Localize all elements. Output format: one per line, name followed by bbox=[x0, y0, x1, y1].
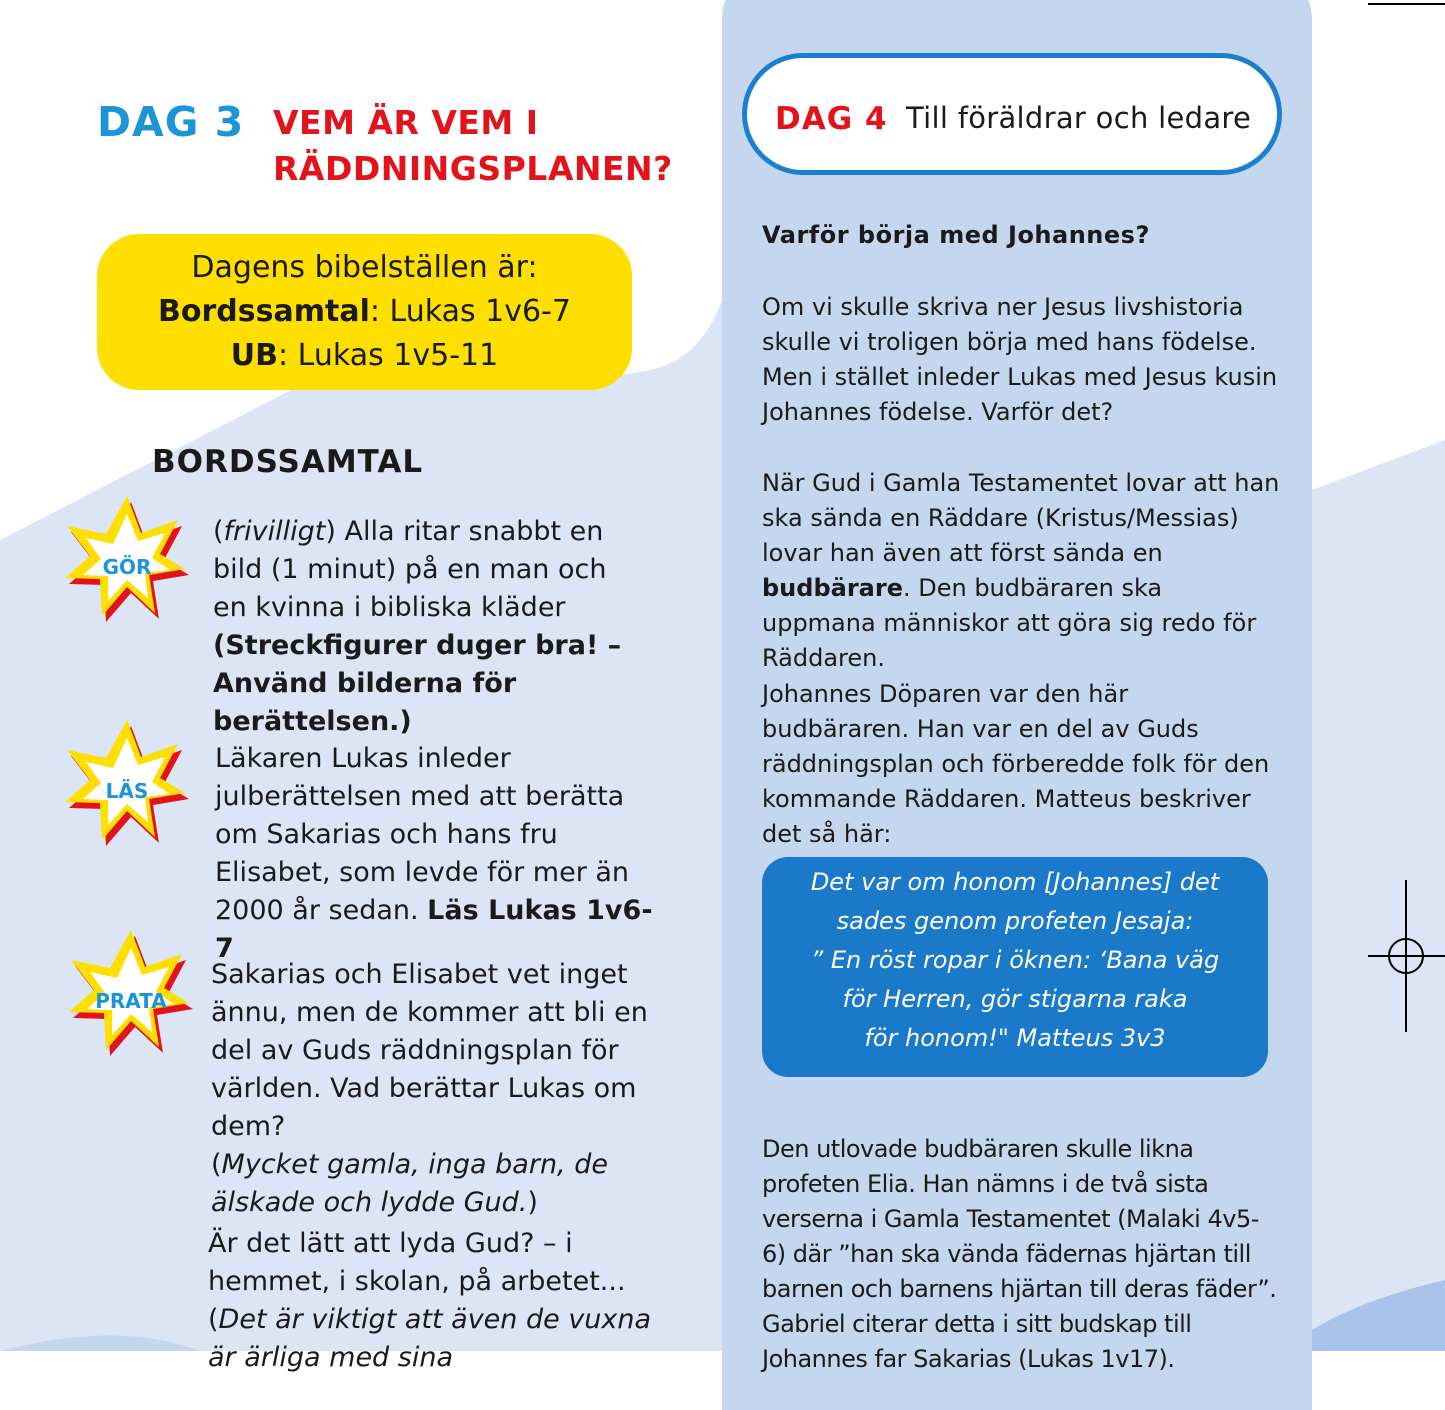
prata-badge bbox=[56, 926, 206, 1076]
verses-row-ub bbox=[97, 334, 632, 378]
right-paragraph-2 bbox=[762, 466, 1282, 676]
gor-badge-label: GÖR bbox=[102, 555, 152, 579]
quote-line: för honom!" Matteus 3v3 bbox=[864, 1024, 1166, 1052]
quote-line: sades genom profeten Jesaja: bbox=[836, 907, 1194, 935]
prata-badge-label: PRATA bbox=[95, 989, 167, 1013]
las-badge-label: LÄS bbox=[105, 779, 149, 803]
las-text: Läkaren Lukas inleder julberättelsen med att berätta om Sakarias och hans fru Elisabet, som levde för mer än 2000 år sedan. bbox=[215, 743, 630, 926]
lyda-paragraph bbox=[208, 1225, 678, 1377]
quote-line: Det var om honom [Johannes] det bbox=[810, 868, 1220, 896]
lyda-italic: Det är viktigt att även de vuxna är ärliga med sina bbox=[208, 1304, 652, 1373]
day-4-label: DAG 4 bbox=[775, 101, 888, 137]
scripture-quote-box bbox=[762, 857, 1268, 1077]
verses-row2-label: UB bbox=[230, 338, 279, 373]
right-p2-bold: budbärare bbox=[762, 574, 903, 602]
gor-text: ) Alla ritar snabbt en bild (1 minut) på en man och en kvinna i bibliska kläder bbox=[213, 516, 607, 623]
las-bold: Läs Lukas 1v6-7 bbox=[215, 895, 653, 964]
prata-italic: Mycket gamla, inga barn, de älskade och lydde Gud. bbox=[211, 1149, 608, 1218]
right-paragraph-1: Om vi skulle skriva ner Jesus livshistoria skulle vi troligen börja med hans födelse. Men i stället inleder Lukas med Jesus kusin Johannes födelse. Varför det? bbox=[762, 293, 1278, 426]
gor-badge bbox=[52, 492, 202, 642]
right-p2-text-b: . Den budbäraren ska uppmana människor att göra sig redo för Räddaren. bbox=[762, 574, 1257, 672]
las-badge bbox=[52, 716, 202, 866]
gor-paragraph: (frivilligt) Alla ritar snabbt en bild (1 minut) på en man och en kvinna i bibliska kläder (Streckfigurer duger bra! – Använd bilderna för berättelsen.) bbox=[213, 516, 622, 737]
section-heading: BORDSSAMTAL bbox=[152, 444, 424, 480]
day-3-title-line1: VEM ÄR VEM I bbox=[273, 103, 539, 142]
day-3-label: DAG 3 bbox=[97, 98, 245, 146]
right-paragraph-4: Den utlovade budbäraren skulle likna profeten Elia. Han nämns i de två sista verserna i Gamla Testamentet (Malaki 4v5-6) där ”han ska vända fädernas hjärtan till barnen och barnens hjärtan till deras fäder”. Gabriel citerar detta i sitt budskap till Johannes far Sakarias (Lukas 1v17). bbox=[762, 1135, 1277, 1373]
verses-row-bordssamtal bbox=[97, 290, 632, 334]
lyda-text: Är det lätt att lyda Gud? – i hemmet, i skolan, på arbetet... ( bbox=[208, 1228, 626, 1335]
right-paragraph-3: Johannes Döparen var den här budbäraren. Han var en del av Guds räddningsplan och förberedde folk för den kommande Räddaren. Matteus beskriver det så här: bbox=[762, 680, 1270, 848]
right-heading: Varför börja med Johannes? bbox=[762, 221, 1150, 249]
verses-row1-ref: : Lukas 1v6-7 bbox=[369, 294, 571, 329]
las-paragraph bbox=[215, 740, 665, 968]
registration-mark-icon bbox=[1360, 0, 1445, 1100]
prata-paragraph: Sakarias och Elisabet vet inget ännu, men de kommer att bli en del av Guds räddningsplan för världen. Vad berättar Lukas om dem? (Mycket gamla, inga barn, de älskade och lydde Gud.) bbox=[211, 959, 648, 1218]
right-p2-text-a: När Gud i Gamla Testamentet lovar att han ska sända en Räddare (Kristus/Messias) lovar han även att först sända en bbox=[762, 469, 1280, 567]
day-4-title: Till föräldrar och ledare bbox=[906, 101, 1252, 135]
quote-line: ” En röst ropar i öknen: ‘Bana väg bbox=[810, 946, 1220, 974]
bible-verses-box bbox=[97, 234, 632, 390]
verses-row2-ref: : Lukas 1v5-11 bbox=[278, 338, 499, 373]
day-3-title bbox=[273, 100, 673, 192]
verses-row1-label: Bordssamtal bbox=[158, 294, 370, 329]
gor-bold: (Streckfigurer duger bra! – Använd bilderna för berättelsen.) bbox=[213, 630, 622, 737]
day-3-title-line2: RÄDDNINGSPLANEN? bbox=[273, 149, 673, 188]
quote-line: för Herren, gör stigarna raka bbox=[842, 985, 1188, 1013]
verses-intro: Dagens bibelställen är: bbox=[191, 250, 538, 285]
gor-italic: frivilligt bbox=[223, 516, 326, 547]
prata-text: Sakarias och Elisabet vet inget ännu, men de kommer att bli en del av Guds räddningsplan för världen. Vad berättar Lukas om dem? bbox=[211, 959, 648, 1142]
